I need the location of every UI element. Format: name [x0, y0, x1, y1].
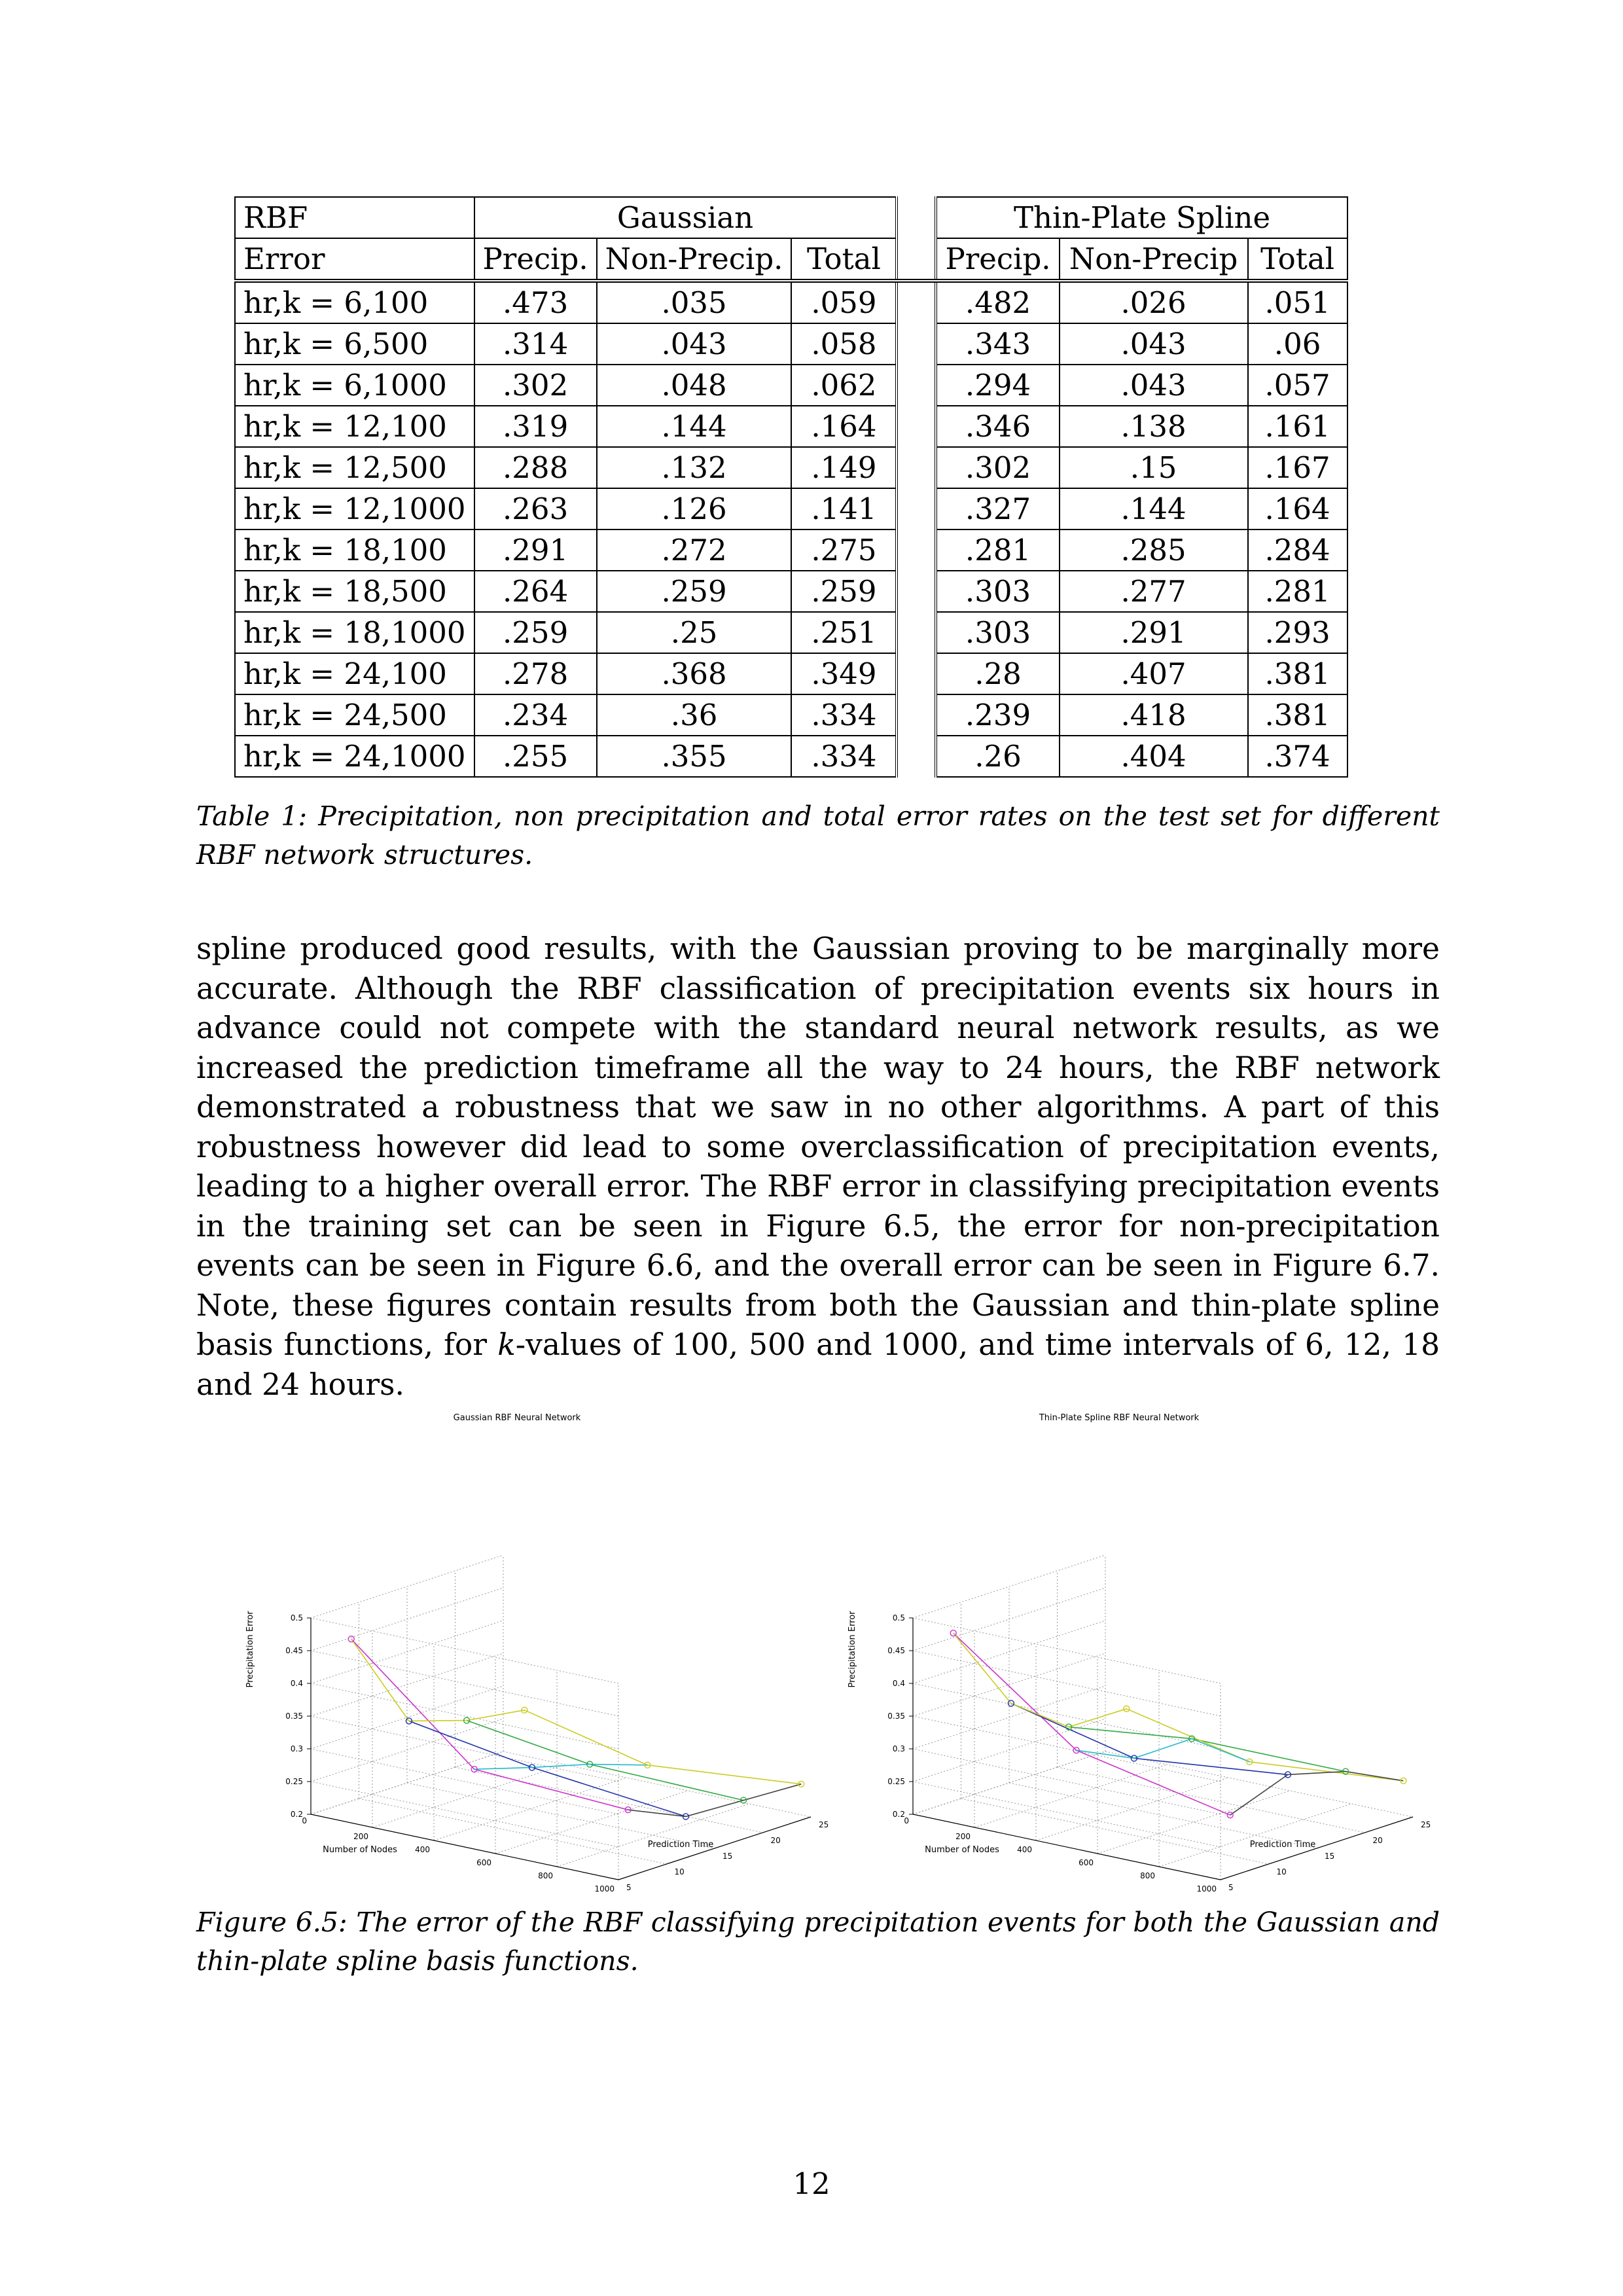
table-cell: .281 — [1248, 571, 1347, 612]
z-tick-label: 0.25 — [285, 1777, 303, 1786]
grid-line — [913, 1555, 1221, 1683]
header-tps-total: Total — [1248, 238, 1347, 281]
header-gaussian-nonprecip: Non-Precip. — [597, 238, 792, 281]
table-cell: .275 — [791, 529, 897, 571]
table-cell: .334 — [791, 694, 897, 736]
table-cell: .404 — [1060, 736, 1248, 777]
table-cell: .288 — [474, 447, 597, 488]
table-cell: .059 — [791, 281, 897, 323]
table-cell: .15 — [1060, 447, 1248, 488]
series-line-nodes-1000 — [628, 1784, 802, 1817]
table-cell: .048 — [597, 365, 792, 406]
table-cell: .355 — [597, 736, 792, 777]
z-axis-label: Precipitation Error — [847, 1611, 857, 1688]
table-cell: .381 — [1248, 653, 1347, 694]
z-tick-label: 0.3 — [892, 1744, 905, 1753]
table-cell: .25 — [597, 612, 792, 653]
k-variable: k — [497, 1327, 516, 1362]
row-label: hr,k = 18,1000 — [235, 612, 474, 653]
z-tick-label: 0.35 — [887, 1712, 905, 1721]
table-cell: .272 — [597, 529, 792, 571]
table-cell: .043 — [1060, 323, 1248, 365]
nodes-tick-label: 1000 — [1196, 1884, 1217, 1893]
z-tick-label: 0.3 — [290, 1744, 303, 1753]
table-cell: .255 — [474, 736, 597, 777]
series-line-time-24 — [524, 1710, 801, 1784]
grid-line — [961, 1799, 1269, 1864]
table-cell: .285 — [1060, 529, 1248, 571]
table-row — [235, 529, 1347, 571]
table-cell: .473 — [474, 281, 597, 323]
table-cell: .303 — [936, 612, 1059, 653]
grid-line — [1058, 1767, 1365, 1833]
plot-body — [887, 1555, 1431, 1893]
table-cell: .234 — [474, 694, 597, 736]
table-cell: .035 — [597, 281, 792, 323]
series-line-time-18 — [467, 1721, 743, 1801]
table-cell: .302 — [936, 447, 1059, 488]
table-cell: .281 — [936, 529, 1059, 571]
row-label: hr,k = 6,100 — [235, 281, 474, 323]
nodes-tick-label: 1000 — [594, 1884, 615, 1893]
grid-line — [407, 1783, 715, 1848]
table-cell: .062 — [791, 365, 897, 406]
series-line-time-24 — [1126, 1709, 1403, 1781]
row-label: hr,k = 18,100 — [235, 529, 474, 571]
time-tick-label: 20 — [770, 1836, 781, 1845]
grid-line — [913, 1686, 1221, 1814]
table-row — [235, 612, 1347, 653]
row-label: hr,k = 12,500 — [235, 447, 474, 488]
table-cell: .126 — [597, 488, 792, 529]
x-axis-label: Number of Nodes — [925, 1845, 999, 1855]
table-cell: .141 — [791, 488, 897, 529]
grid-line — [311, 1653, 618, 1782]
z-tick-label: 0.2 — [892, 1810, 905, 1819]
header-gaussian-precip: Precip. — [474, 238, 597, 281]
table-cell: .314 — [474, 323, 597, 365]
column-divider — [897, 281, 936, 777]
nodes-tick-label: 0 — [302, 1816, 307, 1825]
table-cell: .132 — [597, 447, 792, 488]
z-tick-label: 0.4 — [892, 1679, 905, 1688]
table-cell: .319 — [474, 406, 597, 447]
z-tick-label: 0.25 — [887, 1777, 905, 1786]
table-cell: .26 — [936, 736, 1059, 777]
table-cell: .284 — [1248, 529, 1347, 571]
grid-line — [913, 1588, 1221, 1716]
grid-line — [311, 1588, 618, 1716]
nodes-tick-label: 600 — [1079, 1858, 1094, 1867]
time-tick-label: 15 — [722, 1852, 733, 1861]
table-cell: .161 — [1248, 406, 1347, 447]
grid-line — [359, 1799, 667, 1864]
row-label: hr,k = 6,500 — [235, 323, 474, 365]
nodes-tick-label: 600 — [476, 1858, 491, 1867]
z-tick-label: 0.45 — [887, 1646, 905, 1655]
row-label: hr,k = 24,100 — [235, 653, 474, 694]
table-cell: .36 — [597, 694, 792, 736]
table-cell: .277 — [1060, 571, 1248, 612]
table-cell: .259 — [791, 571, 897, 612]
gaussian-rbf-plot — [229, 1407, 829, 1893]
table-row — [235, 406, 1347, 447]
z-tick-label: 0.5 — [892, 1613, 905, 1623]
plot-title: Gaussian RBF Neural Network — [453, 1413, 581, 1423]
table-cell: .164 — [1248, 488, 1347, 529]
table-cell: .368 — [597, 653, 792, 694]
nodes-tick-label: 200 — [353, 1832, 368, 1841]
page-number: 12 — [793, 2166, 830, 2201]
body-paragraph — [196, 929, 1440, 1405]
table-cell: .259 — [597, 571, 792, 612]
table-row — [235, 653, 1347, 694]
nodes-tick-label: 400 — [415, 1845, 430, 1854]
table-row — [235, 323, 1347, 365]
table-cell: .374 — [1248, 736, 1347, 777]
table-cell: .251 — [791, 612, 897, 653]
y-axis-label: Prediction Time — [1249, 1840, 1316, 1850]
row-label: hr,k = 12,1000 — [235, 488, 474, 529]
grid-line — [311, 1621, 618, 1749]
table-cell: .043 — [1060, 365, 1248, 406]
grid-line — [1105, 1751, 1413, 1817]
table-cell: .263 — [474, 488, 597, 529]
table-cell: .144 — [597, 406, 792, 447]
header-tps-nonprecip: Non-Precip — [1060, 238, 1248, 281]
table-cell: .239 — [936, 694, 1059, 736]
thin-plate-spline-rbf-plot — [831, 1407, 1431, 1893]
time-tick-label: 25 — [819, 1820, 829, 1829]
table-cell: .06 — [1248, 323, 1347, 365]
nodes-tick-label: 200 — [955, 1832, 971, 1841]
time-tick-label: 25 — [1421, 1820, 1431, 1829]
z-tick-label: 0.5 — [290, 1613, 303, 1623]
data-point — [348, 1636, 354, 1642]
table-cell: .259 — [474, 612, 597, 653]
table-row — [235, 488, 1347, 529]
table-header-row-2 — [235, 238, 1347, 281]
table-cell: .28 — [936, 653, 1059, 694]
time-tick-label: 5 — [626, 1883, 632, 1892]
nodes-tick-label: 0 — [904, 1816, 909, 1825]
z-tick-label: 0.4 — [290, 1679, 303, 1688]
nodes-tick-label: 800 — [1140, 1871, 1155, 1880]
table-row — [235, 736, 1347, 777]
header-tps-precip: Precip. — [936, 238, 1059, 281]
table-cell: .278 — [474, 653, 597, 694]
time-tick-label: 15 — [1325, 1852, 1335, 1861]
table-cell: .138 — [1060, 406, 1248, 447]
time-tick-label: 10 — [674, 1867, 685, 1876]
table-cell: .303 — [936, 571, 1059, 612]
table-cell: .026 — [1060, 281, 1248, 323]
nodes-tick-label: 800 — [538, 1871, 553, 1880]
table-cell: .302 — [474, 365, 597, 406]
grid-line — [1159, 1804, 1351, 1867]
series-line-nodes-100 — [351, 1639, 525, 1721]
figure-caption: Figure 6.5: The error of the RBF classifying precipitation events for both the Gaussian and thin-plate spline basis functions. — [196, 1907, 1440, 1977]
table-cell: .058 — [791, 323, 897, 365]
table-body — [235, 197, 1347, 777]
header-thin-plate-spline: Thin-Plate Spline — [936, 197, 1347, 238]
table-cell: .167 — [1248, 447, 1347, 488]
grid-line — [311, 1751, 618, 1880]
table-cell: .418 — [1060, 694, 1248, 736]
header-gaussian-total: Total — [791, 238, 897, 281]
table-cell: .043 — [597, 323, 792, 365]
grid-line — [455, 1767, 763, 1833]
table-cell: .164 — [791, 406, 897, 447]
table-cell: .327 — [936, 488, 1059, 529]
table-cell: .343 — [936, 323, 1059, 365]
table-row — [235, 281, 1347, 323]
z-tick-label: 0.2 — [290, 1810, 303, 1819]
grid-line — [913, 1751, 1221, 1880]
series-line-time-12 — [1011, 1703, 1288, 1774]
table-cell: .291 — [474, 529, 597, 571]
time-tick-label: 20 — [1372, 1836, 1383, 1845]
header-gaussian: Gaussian — [474, 197, 897, 238]
table-cell: .264 — [474, 571, 597, 612]
x-axis-label: Number of Nodes — [323, 1845, 397, 1855]
table-cell: .334 — [791, 736, 897, 777]
grid-line — [311, 1719, 618, 1847]
table-cell: .057 — [1248, 365, 1347, 406]
body-text-part-1: spline produced good results, with the Gaussian proving to be marginally more accurate. Although the RBF classification of precipitation events six hours in advance could not compete with the standard neural network results, as we increased the prediction timeframe all the way to 24 hours, the RBF network demonstrated a robustness that we saw in no other algorithms. A part of this robustness however did lead to some overclassification of precipitation events, leading to a higher overall error. The RBF error in classifying precipitation events in the training set can be seen in Figure 6.5, the error for non-precipitation events can be seen in Figure 6.6, and the overall error can be seen in Figure 6.7. Note, these figures contain results from both the Gaussian and thin-plate spline basis functions, for — [196, 931, 1440, 1362]
table-row — [235, 365, 1347, 406]
table-row — [235, 571, 1347, 612]
table-cell: .346 — [936, 406, 1059, 447]
z-axis-label: Precipitation Error — [245, 1611, 255, 1688]
row-label: hr,k = 6,1000 — [235, 365, 474, 406]
table-cell: .293 — [1248, 612, 1347, 653]
table-row — [235, 447, 1347, 488]
table-caption: Table 1: Precipitation, non precipitation and total error rates on the test set for different RBF network structures. — [196, 800, 1440, 870]
series-line-nodes-500 — [474, 1765, 648, 1770]
row-label: hr,k = 12,100 — [235, 406, 474, 447]
table-cell: .482 — [936, 281, 1059, 323]
data-point — [950, 1630, 956, 1636]
z-tick-label: 0.45 — [285, 1646, 303, 1655]
y-axis-label: Prediction Time — [647, 1840, 714, 1850]
table-header-row-1 — [235, 197, 1347, 238]
table-cell: .407 — [1060, 653, 1248, 694]
grid-line — [1036, 1778, 1228, 1840]
table-row — [235, 694, 1347, 736]
plot-body — [285, 1555, 829, 1893]
time-tick-label: 10 — [1276, 1867, 1287, 1876]
grid-line — [311, 1555, 618, 1683]
plot-title: Thin-Plate Spline RBF Neural Network — [1039, 1413, 1200, 1423]
series-line-time-6 — [351, 1639, 628, 1810]
grid-line — [913, 1719, 1221, 1847]
time-tick-label: 5 — [1228, 1883, 1234, 1892]
header-rbf: RBF — [235, 197, 474, 238]
table-cell: .291 — [1060, 612, 1248, 653]
nodes-tick-label: 400 — [1017, 1845, 1032, 1854]
table-cell: .051 — [1248, 281, 1347, 323]
column-divider — [897, 197, 936, 238]
table-cell: .149 — [791, 447, 897, 488]
table-cell: .349 — [791, 653, 897, 694]
series-line-nodes-100 — [954, 1633, 1127, 1727]
table-cell: .144 — [1060, 488, 1248, 529]
body-text-part-2: -values of 100, 500 and 1000, and time intervals of 6, 12, 18 and 24 hours. — [196, 1327, 1440, 1402]
row-label: hr,k = 18,500 — [235, 571, 474, 612]
z-tick-label: 0.35 — [285, 1712, 303, 1721]
column-divider — [897, 238, 936, 281]
grid-line — [434, 1778, 626, 1840]
table-cell: .294 — [936, 365, 1059, 406]
row-label: hr,k = 24,500 — [235, 694, 474, 736]
row-label: hr,k = 24,1000 — [235, 736, 474, 777]
table-cell: .381 — [1248, 694, 1347, 736]
results-table — [234, 196, 1348, 778]
grid-line — [1009, 1783, 1317, 1848]
header-error: Error — [235, 238, 474, 281]
